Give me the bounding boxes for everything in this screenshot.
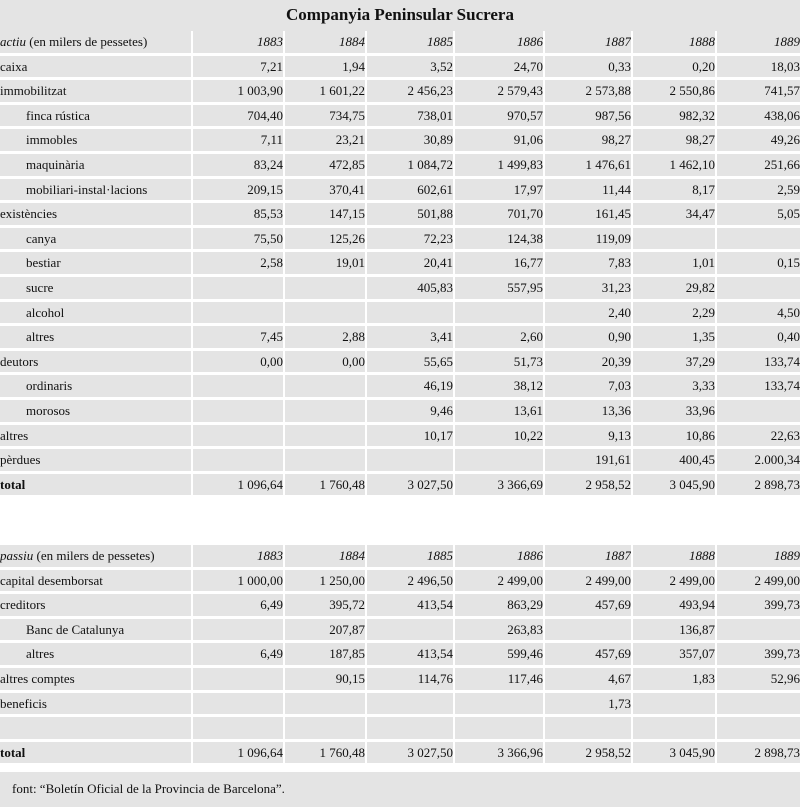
passiu-total-row bbox=[0, 742, 800, 764]
row-label: beneficis bbox=[0, 693, 193, 715]
cell-value: 29,82 bbox=[633, 277, 717, 299]
table-row bbox=[0, 425, 800, 447]
cell-value bbox=[367, 449, 455, 471]
cell-value: 46,19 bbox=[367, 375, 455, 397]
cell-value: 400,45 bbox=[633, 449, 717, 471]
cell-value: 2 499,00 bbox=[633, 570, 717, 592]
cell-value: 13,61 bbox=[455, 400, 545, 422]
year-header: 1886 bbox=[455, 545, 545, 567]
cell-value: 405,83 bbox=[367, 277, 455, 299]
cell-value: 7,03 bbox=[545, 375, 633, 397]
row-label: altres bbox=[0, 425, 193, 447]
table-row bbox=[0, 449, 800, 471]
cell-value: 0,33 bbox=[545, 56, 633, 78]
table-row bbox=[0, 351, 800, 373]
cell-value bbox=[717, 619, 800, 641]
cell-value: 557,95 bbox=[455, 277, 545, 299]
cell-value: 701,70 bbox=[455, 203, 545, 225]
cell-value: 357,07 bbox=[633, 643, 717, 665]
cell-value: 7,11 bbox=[193, 129, 285, 151]
cell-value bbox=[633, 693, 717, 715]
cell-value: 13,36 bbox=[545, 400, 633, 422]
year-header: 1883 bbox=[193, 31, 285, 53]
cell-value bbox=[193, 425, 285, 447]
cell-value: 2,59 bbox=[717, 179, 800, 201]
cell-value: 31,23 bbox=[545, 277, 633, 299]
cell-value: 2,88 bbox=[285, 326, 367, 348]
total-label: total bbox=[0, 742, 193, 764]
cell-value: 399,73 bbox=[717, 643, 800, 665]
cell-value: 0,00 bbox=[285, 351, 367, 373]
cell-value bbox=[285, 693, 367, 715]
row-label: capital desemborsat bbox=[0, 570, 193, 592]
total-value: 3 045,90 bbox=[633, 474, 717, 496]
cell-value: 863,29 bbox=[455, 594, 545, 616]
cell-value: 19,01 bbox=[285, 252, 367, 274]
row-label: Banc de Catalunya bbox=[0, 619, 193, 641]
empty-cell bbox=[0, 717, 193, 739]
cell-value: 1 499,83 bbox=[455, 154, 545, 176]
actiu-total-row bbox=[0, 474, 800, 496]
cell-value: 136,87 bbox=[633, 619, 717, 641]
cell-value: 1 000,00 bbox=[193, 570, 285, 592]
cell-value: 0,00 bbox=[193, 351, 285, 373]
cell-value: 395,72 bbox=[285, 594, 367, 616]
cell-value bbox=[285, 449, 367, 471]
empty-cell bbox=[285, 717, 367, 739]
cell-value: 30,89 bbox=[367, 129, 455, 151]
cell-value: 2,60 bbox=[455, 326, 545, 348]
table-row bbox=[0, 643, 800, 665]
cell-value: 1 601,22 bbox=[285, 80, 367, 102]
cell-value: 114,76 bbox=[367, 668, 455, 690]
cell-value: 37,29 bbox=[633, 351, 717, 373]
cell-value: 251,66 bbox=[717, 154, 800, 176]
cell-value: 970,57 bbox=[455, 105, 545, 127]
table-row bbox=[0, 179, 800, 201]
cell-value: 493,94 bbox=[633, 594, 717, 616]
row-label: existències bbox=[0, 203, 193, 225]
year-header: 1889 bbox=[717, 31, 800, 53]
total-value: 1 096,64 bbox=[193, 474, 285, 496]
table-row bbox=[0, 619, 800, 641]
cell-value: 4,50 bbox=[717, 302, 800, 324]
table-row bbox=[0, 203, 800, 225]
cell-value: 599,46 bbox=[455, 643, 545, 665]
cell-value: 2 456,23 bbox=[367, 80, 455, 102]
cell-value: 7,45 bbox=[193, 326, 285, 348]
cell-value: 457,69 bbox=[545, 594, 633, 616]
cell-value: 6,49 bbox=[193, 643, 285, 665]
cell-value: 741,57 bbox=[717, 80, 800, 102]
cell-value: 49,26 bbox=[717, 129, 800, 151]
row-label: pèrdues bbox=[0, 449, 193, 471]
cell-value: 6,49 bbox=[193, 594, 285, 616]
row-label: immobilitzat bbox=[0, 80, 193, 102]
cell-value: 207,87 bbox=[285, 619, 367, 641]
cell-value bbox=[193, 302, 285, 324]
cell-value bbox=[717, 400, 800, 422]
row-label: bestiar bbox=[0, 252, 193, 274]
cell-value bbox=[285, 425, 367, 447]
cell-value bbox=[633, 228, 717, 250]
cell-value: 1 003,90 bbox=[193, 80, 285, 102]
table-row bbox=[0, 570, 800, 592]
source-text: font: “Boletín Oficial de la Provincia de Barcelona”. bbox=[12, 781, 285, 796]
cell-value: 0,40 bbox=[717, 326, 800, 348]
cell-value: 2 573,88 bbox=[545, 80, 633, 102]
cell-value: 1,94 bbox=[285, 56, 367, 78]
actiu-header-unit: (en milers de pessetes) bbox=[26, 34, 148, 49]
cell-value bbox=[193, 668, 285, 690]
cell-value: 10,86 bbox=[633, 425, 717, 447]
cell-value bbox=[193, 400, 285, 422]
empty-cell bbox=[633, 717, 717, 739]
cell-value: 10,22 bbox=[455, 425, 545, 447]
cell-value: 75,50 bbox=[193, 228, 285, 250]
row-label: alcohol bbox=[0, 302, 193, 324]
cell-value: 5,05 bbox=[717, 203, 800, 225]
cell-value: 2.000,34 bbox=[717, 449, 800, 471]
year-header: 1887 bbox=[545, 545, 633, 567]
empty-cell bbox=[717, 717, 800, 739]
cell-value bbox=[285, 375, 367, 397]
cell-value: 7,21 bbox=[193, 56, 285, 78]
cell-value: 987,56 bbox=[545, 105, 633, 127]
row-label: caixa bbox=[0, 56, 193, 78]
cell-value: 501,88 bbox=[367, 203, 455, 225]
cell-value: 2,58 bbox=[193, 252, 285, 274]
cell-value bbox=[717, 228, 800, 250]
cell-value: 2 550,86 bbox=[633, 80, 717, 102]
empty-cell bbox=[193, 717, 285, 739]
cell-value: 457,69 bbox=[545, 643, 633, 665]
total-label: total bbox=[0, 474, 193, 496]
cell-value: 161,45 bbox=[545, 203, 633, 225]
cell-value: 982,32 bbox=[633, 105, 717, 127]
table-title: Companyia Peninsular Sucrera bbox=[0, 0, 800, 31]
table-row bbox=[0, 375, 800, 397]
cell-value: 2 496,50 bbox=[367, 570, 455, 592]
cell-value: 24,70 bbox=[455, 56, 545, 78]
cell-value: 9,13 bbox=[545, 425, 633, 447]
passiu-header-em: passiu bbox=[0, 548, 34, 563]
cell-value bbox=[193, 277, 285, 299]
row-label: maquinària bbox=[0, 154, 193, 176]
row-label: finca rústica bbox=[0, 105, 193, 127]
cell-value bbox=[455, 302, 545, 324]
cell-value: 209,15 bbox=[193, 179, 285, 201]
empty-cell bbox=[455, 717, 545, 739]
actiu-header-em: actiu bbox=[0, 34, 26, 49]
row-label: mobiliari-instal·lacions bbox=[0, 179, 193, 201]
actiu-header-row bbox=[0, 31, 800, 53]
cell-value: 133,74 bbox=[717, 351, 800, 373]
cell-value: 399,73 bbox=[717, 594, 800, 616]
year-header: 1884 bbox=[285, 31, 367, 53]
cell-value: 2 499,00 bbox=[717, 570, 800, 592]
cell-value bbox=[717, 277, 800, 299]
cell-value: 117,46 bbox=[455, 668, 545, 690]
cell-value: 2,40 bbox=[545, 302, 633, 324]
cell-value bbox=[193, 375, 285, 397]
cell-value: 3,41 bbox=[367, 326, 455, 348]
table-row bbox=[0, 302, 800, 324]
total-value: 2 958,52 bbox=[545, 742, 633, 764]
cell-value: 8,17 bbox=[633, 179, 717, 201]
cell-value: 472,85 bbox=[285, 154, 367, 176]
cell-value: 3,52 bbox=[367, 56, 455, 78]
cell-value: 738,01 bbox=[367, 105, 455, 127]
total-value: 1 096,64 bbox=[193, 742, 285, 764]
cell-value bbox=[455, 693, 545, 715]
year-header: 1888 bbox=[633, 31, 717, 53]
cell-value: 1,35 bbox=[633, 326, 717, 348]
cell-value bbox=[545, 619, 633, 641]
table-row bbox=[0, 326, 800, 348]
cell-value: 2 579,43 bbox=[455, 80, 545, 102]
cell-value bbox=[455, 449, 545, 471]
year-header: 1885 bbox=[367, 31, 455, 53]
cell-value: 370,41 bbox=[285, 179, 367, 201]
total-value: 3 027,50 bbox=[367, 474, 455, 496]
cell-value: 119,09 bbox=[545, 228, 633, 250]
total-value: 3 027,50 bbox=[367, 742, 455, 764]
cell-value: 52,96 bbox=[717, 668, 800, 690]
cell-value: 10,17 bbox=[367, 425, 455, 447]
passiu-header-row bbox=[0, 545, 800, 567]
actiu-header-label bbox=[0, 31, 193, 53]
cell-value bbox=[367, 693, 455, 715]
cell-value bbox=[717, 693, 800, 715]
cell-value: 191,61 bbox=[545, 449, 633, 471]
cell-value: 263,83 bbox=[455, 619, 545, 641]
cell-value: 1,73 bbox=[545, 693, 633, 715]
cell-value: 704,40 bbox=[193, 105, 285, 127]
cell-value: 9,46 bbox=[367, 400, 455, 422]
cell-value: 1 476,61 bbox=[545, 154, 633, 176]
table-row bbox=[0, 252, 800, 274]
source-footnote bbox=[0, 772, 800, 807]
cell-value: 91,06 bbox=[455, 129, 545, 151]
table-row bbox=[0, 80, 800, 102]
total-value: 3 366,96 bbox=[455, 742, 545, 764]
actiu-table bbox=[0, 28, 800, 498]
row-label: immobles bbox=[0, 129, 193, 151]
cell-value bbox=[193, 619, 285, 641]
cell-value: 38,12 bbox=[455, 375, 545, 397]
cell-value: 413,54 bbox=[367, 643, 455, 665]
total-value: 1 760,48 bbox=[285, 742, 367, 764]
cell-value: 33,96 bbox=[633, 400, 717, 422]
row-label: altres comptes bbox=[0, 668, 193, 690]
row-label: altres bbox=[0, 643, 193, 665]
cell-value: 22,63 bbox=[717, 425, 800, 447]
total-value: 1 760,48 bbox=[285, 474, 367, 496]
cell-value: 98,27 bbox=[545, 129, 633, 151]
cell-value bbox=[367, 619, 455, 641]
table-row bbox=[0, 668, 800, 690]
total-value: 3 366,69 bbox=[455, 474, 545, 496]
cell-value: 438,06 bbox=[717, 105, 800, 127]
cell-value: 16,77 bbox=[455, 252, 545, 274]
cell-value: 734,75 bbox=[285, 105, 367, 127]
cell-value bbox=[193, 693, 285, 715]
row-label: ordinaris bbox=[0, 375, 193, 397]
cell-value: 1,83 bbox=[633, 668, 717, 690]
passiu-header-unit: (en milers de pessetes) bbox=[33, 548, 155, 563]
table-row bbox=[0, 129, 800, 151]
cell-value: 4,67 bbox=[545, 668, 633, 690]
cell-value: 7,83 bbox=[545, 252, 633, 274]
table-row bbox=[0, 154, 800, 176]
total-value: 2 898,73 bbox=[717, 742, 800, 764]
cell-value: 1 250,00 bbox=[285, 570, 367, 592]
cell-value: 602,61 bbox=[367, 179, 455, 201]
cell-value bbox=[193, 449, 285, 471]
year-header: 1886 bbox=[455, 31, 545, 53]
empty-cell bbox=[367, 717, 455, 739]
row-label: altres bbox=[0, 326, 193, 348]
cell-value: 124,38 bbox=[455, 228, 545, 250]
cell-value: 83,24 bbox=[193, 154, 285, 176]
cell-value: 125,26 bbox=[285, 228, 367, 250]
cell-value: 72,23 bbox=[367, 228, 455, 250]
passiu-header-label bbox=[0, 545, 193, 567]
cell-value: 1 084,72 bbox=[367, 154, 455, 176]
cell-value: 147,15 bbox=[285, 203, 367, 225]
spacer-row bbox=[0, 717, 800, 739]
cell-value bbox=[367, 302, 455, 324]
table-row bbox=[0, 56, 800, 78]
cell-value: 85,53 bbox=[193, 203, 285, 225]
table-row bbox=[0, 228, 800, 250]
passiu-table bbox=[0, 542, 800, 766]
cell-value: 0,90 bbox=[545, 326, 633, 348]
row-label: creditors bbox=[0, 594, 193, 616]
table-row bbox=[0, 693, 800, 715]
table-row bbox=[0, 277, 800, 299]
cell-value: 2 499,00 bbox=[455, 570, 545, 592]
cell-value: 2 499,00 bbox=[545, 570, 633, 592]
total-value: 2 898,73 bbox=[717, 474, 800, 496]
cell-value: 413,54 bbox=[367, 594, 455, 616]
year-header: 1885 bbox=[367, 545, 455, 567]
cell-value: 2,29 bbox=[633, 302, 717, 324]
cell-value: 133,74 bbox=[717, 375, 800, 397]
cell-value: 20,41 bbox=[367, 252, 455, 274]
total-value: 2 958,52 bbox=[545, 474, 633, 496]
row-label: morosos bbox=[0, 400, 193, 422]
table-row bbox=[0, 594, 800, 616]
year-header: 1888 bbox=[633, 545, 717, 567]
year-header: 1884 bbox=[285, 545, 367, 567]
table-row bbox=[0, 400, 800, 422]
cell-value bbox=[285, 277, 367, 299]
cell-value: 1 462,10 bbox=[633, 154, 717, 176]
year-header: 1887 bbox=[545, 31, 633, 53]
cell-value: 3,33 bbox=[633, 375, 717, 397]
cell-value bbox=[285, 400, 367, 422]
row-label: canya bbox=[0, 228, 193, 250]
table-row bbox=[0, 105, 800, 127]
cell-value bbox=[285, 302, 367, 324]
cell-value: 0,15 bbox=[717, 252, 800, 274]
cell-value: 51,73 bbox=[455, 351, 545, 373]
cell-value: 1,01 bbox=[633, 252, 717, 274]
cell-value: 34,47 bbox=[633, 203, 717, 225]
cell-value: 11,44 bbox=[545, 179, 633, 201]
year-header: 1889 bbox=[717, 545, 800, 567]
empty-cell bbox=[545, 717, 633, 739]
cell-value: 55,65 bbox=[367, 351, 455, 373]
cell-value: 90,15 bbox=[285, 668, 367, 690]
row-label: deutors bbox=[0, 351, 193, 373]
total-value: 3 045,90 bbox=[633, 742, 717, 764]
row-label: sucre bbox=[0, 277, 193, 299]
cell-value: 18,03 bbox=[717, 56, 800, 78]
year-header: 1883 bbox=[193, 545, 285, 567]
cell-value: 20,39 bbox=[545, 351, 633, 373]
cell-value: 17,97 bbox=[455, 179, 545, 201]
cell-value: 0,20 bbox=[633, 56, 717, 78]
cell-value: 98,27 bbox=[633, 129, 717, 151]
cell-value: 187,85 bbox=[285, 643, 367, 665]
cell-value: 23,21 bbox=[285, 129, 367, 151]
